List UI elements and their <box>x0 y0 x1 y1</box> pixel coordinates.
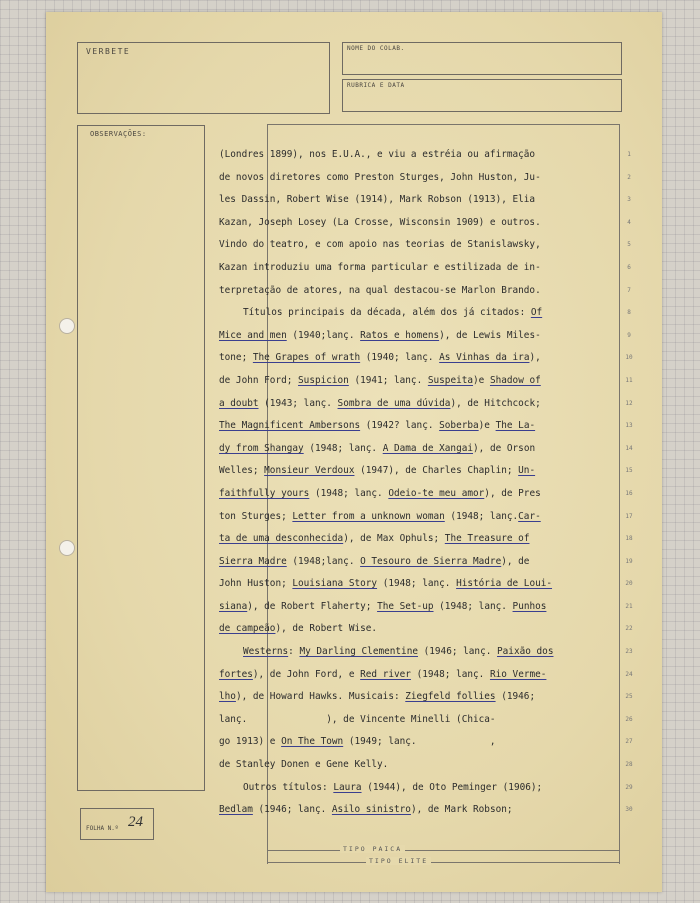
film-title: Of <box>530 307 543 319</box>
text-line-1 <box>219 144 619 167</box>
film-title: Paixão dos <box>497 646 554 658</box>
film-title: siana <box>219 600 248 612</box>
film-title: Monsieur Verdoux <box>264 465 355 477</box>
text: : <box>288 646 300 658</box>
text-line-28 <box>219 754 619 777</box>
text-line-3 <box>219 189 619 212</box>
text: (1949; lanç. , <box>343 736 496 748</box>
rubrica-label: RUBRICA E DATA <box>347 82 405 89</box>
film-title: The Treasure of <box>444 533 530 545</box>
text-line-18 <box>219 528 619 551</box>
line-number: 30 <box>625 806 633 814</box>
line-number: 1 <box>627 151 631 158</box>
line-number: 7 <box>627 286 631 294</box>
film-title: O Tesouro de Sierra Madre <box>360 555 502 567</box>
text-line-2 <box>219 167 619 190</box>
observacoes-label: OBSERVAÇÕES: <box>90 130 147 138</box>
text-line-26 <box>219 709 619 732</box>
text-line-29 <box>219 777 619 800</box>
text: ), de John Ford, e <box>252 668 361 680</box>
text: (1947), de Charles Chaplin; <box>354 465 519 477</box>
text-top-rule <box>267 124 620 125</box>
text-line-20 <box>219 573 619 596</box>
line-number: 22 <box>625 625 633 633</box>
film-title: Red river <box>360 668 411 680</box>
text: ), de Orson <box>473 442 536 454</box>
text-line-15 <box>219 460 619 483</box>
line-number: 2 <box>627 173 631 181</box>
text: (1948; lanç. <box>444 510 519 522</box>
line-number: 13 <box>625 422 633 430</box>
film-title: Asilo sinistro <box>331 804 411 816</box>
text: (1943; lanç. <box>258 397 338 409</box>
colab-label: NOME DO COLAB. <box>347 45 405 52</box>
text-line-7 <box>219 280 619 303</box>
film-title: The Set-up <box>377 600 434 612</box>
text: ), <box>529 352 541 364</box>
film-title: Sierra Madre <box>219 555 287 567</box>
text: Welles; <box>219 465 265 477</box>
text-line-4 <box>219 212 619 235</box>
text-line-25 <box>219 686 619 709</box>
film-title: Louisiana Story <box>292 578 378 590</box>
line-number: 19 <box>625 557 633 565</box>
line-number: 25 <box>625 693 633 701</box>
text-line-24 <box>219 664 619 687</box>
film-title: Suspeita <box>427 374 474 386</box>
text: (1940;lanç. <box>286 329 361 341</box>
text: (1944), de Oto Peminger (1906); <box>361 781 543 793</box>
film-title: Laura <box>333 781 362 793</box>
film-title: Bedlam <box>219 804 253 816</box>
text: Títulos principais da década, além dos já citados: <box>243 307 531 319</box>
film-title: Un- <box>518 465 536 477</box>
line-number: 23 <box>625 648 633 656</box>
text: de novos diretores como Preston Sturges, John Huston, Ju- <box>219 171 541 183</box>
film-title: Soberba <box>439 420 479 432</box>
text: Outros títulos: <box>243 781 334 793</box>
text: ), de <box>501 555 530 567</box>
text-line-16 <box>219 483 619 506</box>
text-line-23 <box>219 641 619 664</box>
line-number: 4 <box>627 218 631 226</box>
folha-label: FOLHA N.º <box>86 825 119 832</box>
film-title: My Darling Clementine <box>299 646 418 658</box>
text-line-19 <box>219 551 619 574</box>
text-line-14 <box>219 438 619 461</box>
line-number: 17 <box>625 512 633 520</box>
observacoes-box <box>77 125 205 791</box>
text-line-10 <box>219 347 619 370</box>
text-line-30 <box>219 799 619 822</box>
line-number: 8 <box>627 309 631 317</box>
text: (1942? lanç. <box>360 420 440 432</box>
text-right-rule <box>619 124 620 864</box>
text: ), de Pres <box>484 487 541 499</box>
line-number: 11 <box>625 376 633 384</box>
film-title: On The Town <box>281 736 344 748</box>
film-title: dy from Shangay <box>219 442 304 454</box>
text: (Londres 1899), nos E.U.A., e viu a estréia ou afirmação <box>219 149 536 160</box>
text: tone; <box>219 352 253 364</box>
text: Kazan, Joseph Losey (La Crosse, Wisconsin 1909) e outros. <box>219 216 541 228</box>
film-title: Shadow of <box>489 374 541 386</box>
film-title: Sombra de uma dúvida <box>337 397 451 409</box>
line-number: 20 <box>625 580 633 588</box>
film-title: The Magnificent Ambersons <box>219 420 361 432</box>
film-title: The Grapes of wrath <box>252 352 361 364</box>
tipo-paica-label: TIPO PAICA <box>340 845 405 853</box>
text-line-13 <box>219 415 619 438</box>
line-number: 9 <box>627 331 631 339</box>
line-number: 15 <box>625 467 633 475</box>
text-line-21 <box>219 596 619 619</box>
text: ), de Robert Flaherty; <box>247 600 378 612</box>
film-title: Car- <box>518 510 541 522</box>
film-title: a doubt <box>219 397 259 409</box>
text-line-12 <box>219 393 619 416</box>
text: ), de Max Ophuls; <box>343 533 445 545</box>
text: (1946; <box>495 691 536 703</box>
line-number: 18 <box>625 535 633 543</box>
text: (1948; lanç. <box>303 442 383 454</box>
verbete-label: VERBETE <box>86 47 131 56</box>
text: ), de Robert Wise. <box>275 623 378 635</box>
text-line-17 <box>219 506 619 529</box>
text: terpretação de atores, na qual destacou-se Marlon Brando. <box>219 284 541 296</box>
film-title: História de Loui- <box>456 578 553 590</box>
text: (1940; lanç. <box>360 352 440 364</box>
text: (1948; lanç. <box>377 578 457 590</box>
film-title: Punhos <box>512 600 547 612</box>
tipo-elite-rule <box>267 862 620 863</box>
text: lanç. ), de Vincente Minelli (Chica- <box>219 713 496 725</box>
text: (1946; lanç. <box>417 646 498 658</box>
folha-number: 24 <box>128 814 143 830</box>
punch-hole-top <box>59 318 75 334</box>
text: de Stanley Donen e Gene Kelly. <box>219 759 389 771</box>
section-heading: Westerns <box>243 646 289 658</box>
form-sheet <box>46 12 662 892</box>
line-number: 21 <box>625 602 633 610</box>
text: ton Sturges; <box>219 510 293 522</box>
text-line-6 <box>219 257 619 280</box>
line-number: 12 <box>625 399 633 407</box>
text: (1941; lanç. <box>348 374 428 386</box>
text: ), de Hitchcock; <box>450 397 541 409</box>
text: go 1913) e <box>219 736 282 748</box>
line-number: 16 <box>625 489 633 497</box>
film-title: lho <box>219 691 236 703</box>
text: (1946; lanç. <box>252 804 332 816</box>
line-number: 26 <box>625 715 633 723</box>
text-line-22 <box>219 618 619 641</box>
text: (1948; lanç. <box>433 600 513 612</box>
film-title: de campeão <box>219 623 276 635</box>
text: (1948; lanç. <box>410 668 490 680</box>
film-title: Suspicion <box>298 374 349 386</box>
film-title: Rio Verme- <box>489 668 547 680</box>
punch-hole-bottom <box>59 540 75 556</box>
text: ), de Mark Robson; <box>410 804 513 816</box>
film-title: ta de uma desconhecida <box>219 533 344 545</box>
line-numbers <box>622 144 636 822</box>
line-number: 14 <box>625 444 633 452</box>
text: ), de Howard Hawks. Musicais: <box>235 691 406 703</box>
line-number: 24 <box>625 670 633 678</box>
text: John Huston; <box>219 578 293 590</box>
line-number: 6 <box>627 263 631 271</box>
film-title: Odeio-te meu amor <box>388 487 485 499</box>
text-line-27 <box>219 731 619 754</box>
text: Vindo do teatro, e com apoio nas teorias de Stanislawsky, <box>219 239 541 251</box>
film-title: The La- <box>495 420 536 432</box>
line-number: 5 <box>627 241 631 249</box>
film-title: A Dama de Xangai <box>382 442 474 454</box>
text-line-11 <box>219 370 619 393</box>
text-line-9 <box>219 325 619 348</box>
text: (1948; lanç. <box>309 487 389 499</box>
film-title: fortes <box>219 668 253 680</box>
text: de John Ford; <box>219 374 299 386</box>
tipo-paica-rule <box>267 850 620 851</box>
text-line-5 <box>219 234 619 257</box>
film-title: Ratos e homens <box>360 329 440 341</box>
line-number: 27 <box>625 738 633 746</box>
film-title: As Vinhas da ira <box>439 352 530 364</box>
text: Kazan introduziu uma forma particular e estilizada de in- <box>219 261 541 273</box>
tipo-elite-label: TIPO ELITE <box>366 857 431 865</box>
text: )e <box>473 374 490 386</box>
text: les Dassin, Robert Wise (1914), Mark Robson (1913), Elia <box>219 194 536 206</box>
text: )e <box>478 420 496 432</box>
text-line-8 <box>219 302 619 325</box>
line-number: 10 <box>625 354 633 362</box>
text: ), de Lewis Miles- <box>439 329 541 341</box>
line-number: 28 <box>625 761 633 769</box>
line-number: 3 <box>627 196 631 204</box>
typed-text-body <box>219 144 619 822</box>
line-number: 29 <box>625 783 633 791</box>
text: (1948;lanç. <box>286 555 361 567</box>
film-title: Mice and men <box>219 329 287 341</box>
film-title: Ziegfeld follies <box>405 691 496 703</box>
film-title: faithfully yours <box>219 487 310 499</box>
film-title: Letter from a unknown woman <box>292 510 445 522</box>
